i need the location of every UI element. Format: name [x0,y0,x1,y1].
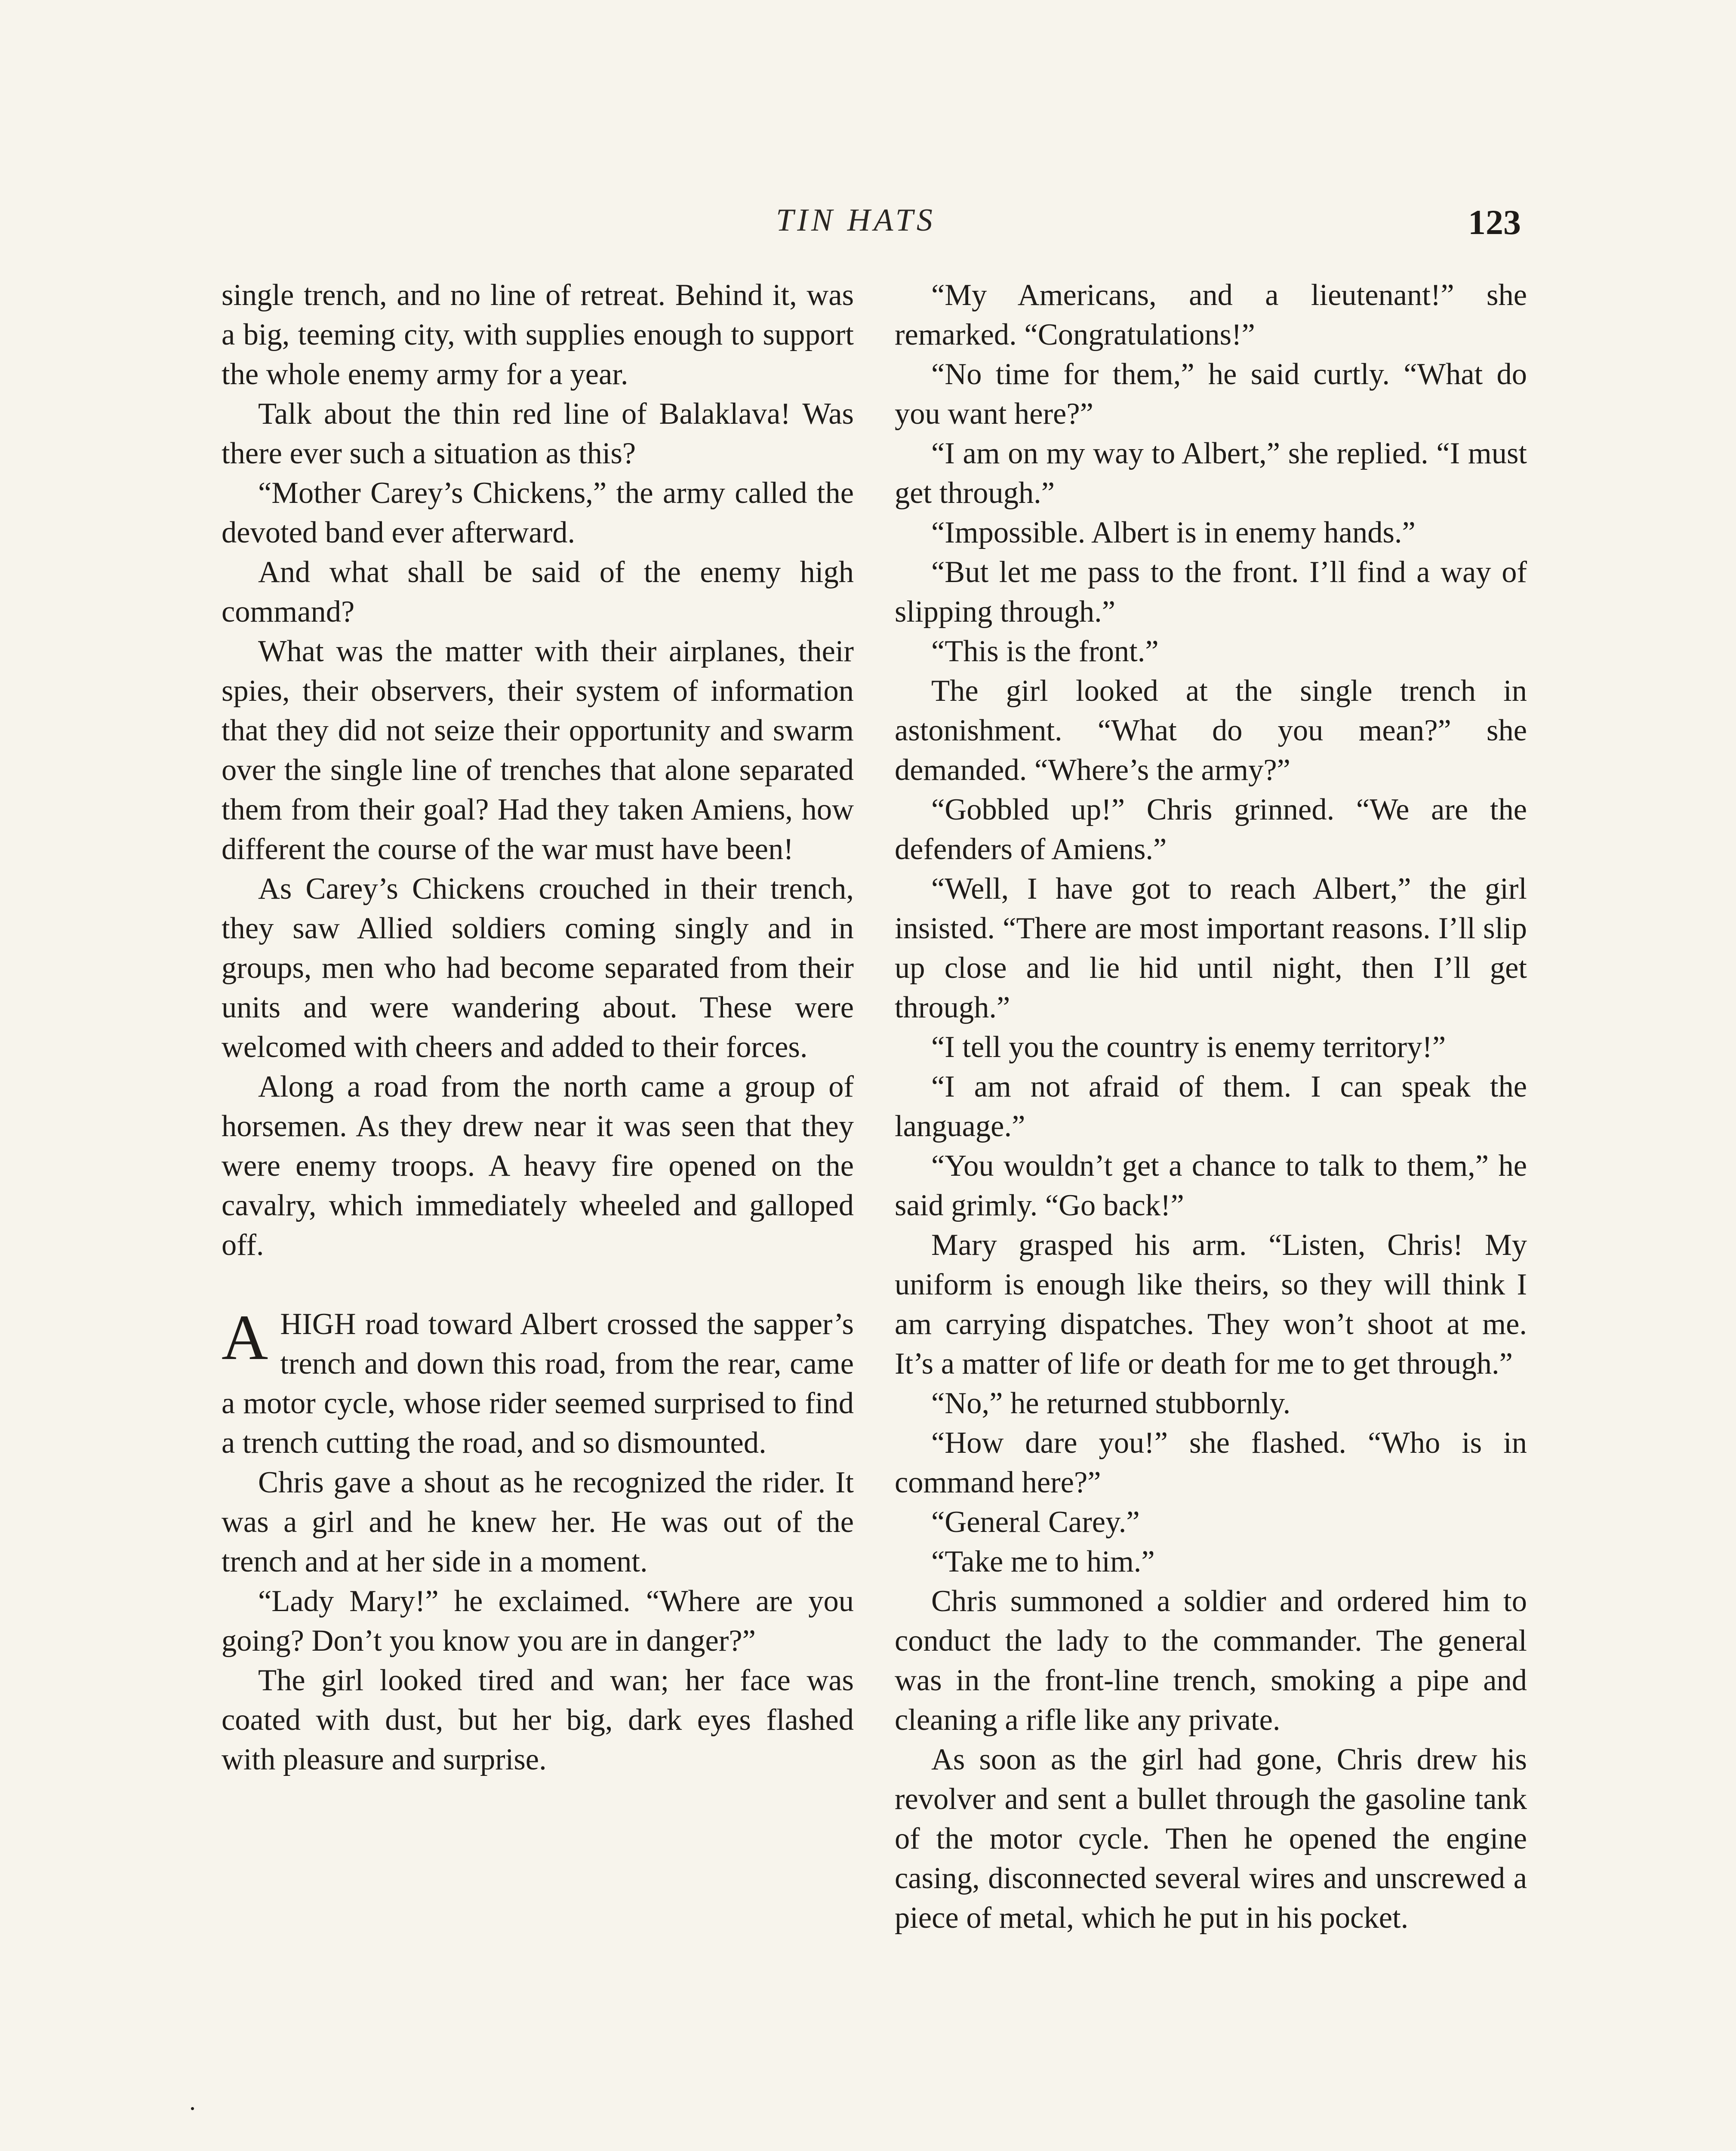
paragraph: “I am not afraid of them. I can speak the language.” [895,1070,1527,1143]
paragraph: And what shall be said of the enemy high command? [222,555,854,629]
section-opening-paragraph [222,1304,854,1463]
paragraph: “This is the front.” [931,635,1159,668]
paragraph: “Lady Mary!” he exclaimed. “Where are you going? Don’t you know you are in danger?” [222,1584,854,1658]
paragraph: Talk about the thin red line of Balaklava! Was there ever such a situation as this? [222,397,854,470]
paragraph: What was the matter with their airplanes, their spies, their observers, their system of information that they did not seize their opportunity and swarm over the single line of trenches that alone separated them from their goal? Had they taken Amiens, how different the course of the war must have been! [222,635,854,866]
paragraph: “No time for them,” he said curtly. “What do you want here?” [895,357,1527,431]
paragraph: “No,” he returned stubbornly. [931,1387,1291,1420]
paragraph: “Take me to him.” [931,1545,1155,1578]
drop-cap: A [222,1302,268,1373]
paragraph: The girl looked at the single trench in astonishment. “What do you mean?” she demanded. “Where’s the army?” [895,674,1527,787]
page-number: 123 [1468,203,1521,242]
paragraph: “My Americans, and a lieutenant!” she remarked. “Congratulations!” [895,278,1527,351]
paragraph: Chris gave a shout as he recognized the rider. It was a girl and he knew her. He was out of the trench and at her side in a moment. [222,1466,854,1578]
paragraph: “General Carey.” [931,1505,1140,1539]
paragraph: “How dare you!” she flashed. “Who is in command here?” [895,1426,1527,1499]
paragraph: “But let me pass to the front. I’ll find a way of slipping through.” [895,555,1527,629]
paragraph-text: HIGH road toward Albert crossed the sapper’s trench and down this road, from the rear, came a motor cycle, whose rider seemed surprised to find a trench cutting the road, and so dismounted. [222,1307,854,1460]
paragraph: “Impossible. Albert is in enemy hands.” [931,516,1416,549]
paragraph: single trench, and no line of retreat. Behind it, was a big, teeming city, with supplies enough to support the whole enemy army for a year. [222,278,854,391]
paragraph: “You wouldn’t get a chance to talk to them,” he said grimly. “Go back!” [895,1149,1527,1222]
paragraph: Along a road from the north came a group of horsemen. As they drew near it was seen that they were enemy troops. A heavy fire opened on the cavalry, which immediately wheeled and galloped off. [222,1070,854,1262]
paragraph: The girl looked tired and wan; her face was coated with dust, but her big, dark eyes flashed with pleasure and surprise. [222,1664,854,1776]
paragraph: Chris summoned a soldier and ordered him to conduct the lady to the commander. The general was in the front-line trench, smoking a pipe and cleaning a rifle like any private. [895,1584,1527,1737]
paragraph: “I tell you the country is enemy territory!” [931,1030,1446,1064]
stray-print-mark: . [189,2087,196,2115]
left-column [222,275,854,1779]
paragraph: “I am on my way to Albert,” she replied. “I must get through.” [895,437,1527,510]
running-title: TIN HATS [776,203,936,238]
paragraph: “Well, I have got to reach Albert,” the girl insisted. “There are most important reasons. I’ll slip up close and lie hid until night, then I’ll get through.” [895,872,1527,1024]
paragraph: As Carey’s Chickens crouched in their trench, they saw Allied soldiers coming singly and in groups, men who had become separated from their units and were wandering about. These were welcomed with cheers and added to their forces. [222,872,854,1064]
paragraph: As soon as the girl had gone, Chris drew his revolver and sent a bullet through the gasoline tank of the motor cycle. Then he opened the engine casing, disconnected several wires and unscrewed a piece of metal, which he put in his pocket. [895,1743,1527,1935]
right-column [895,275,1527,1938]
paragraph: “Gobbled up!” Chris grinned. “We are the defenders of Amiens.” [895,793,1527,866]
paragraph: “Mother Carey’s Chickens,” the army called the devoted band ever afterward. [222,476,854,549]
paragraph: Mary grasped his arm. “Listen, Chris! My uniform is enough like theirs, so they will think I am carrying dispatches. They won’t shoot at me. It’s a matter of life or death for me to get through.” [895,1228,1527,1381]
